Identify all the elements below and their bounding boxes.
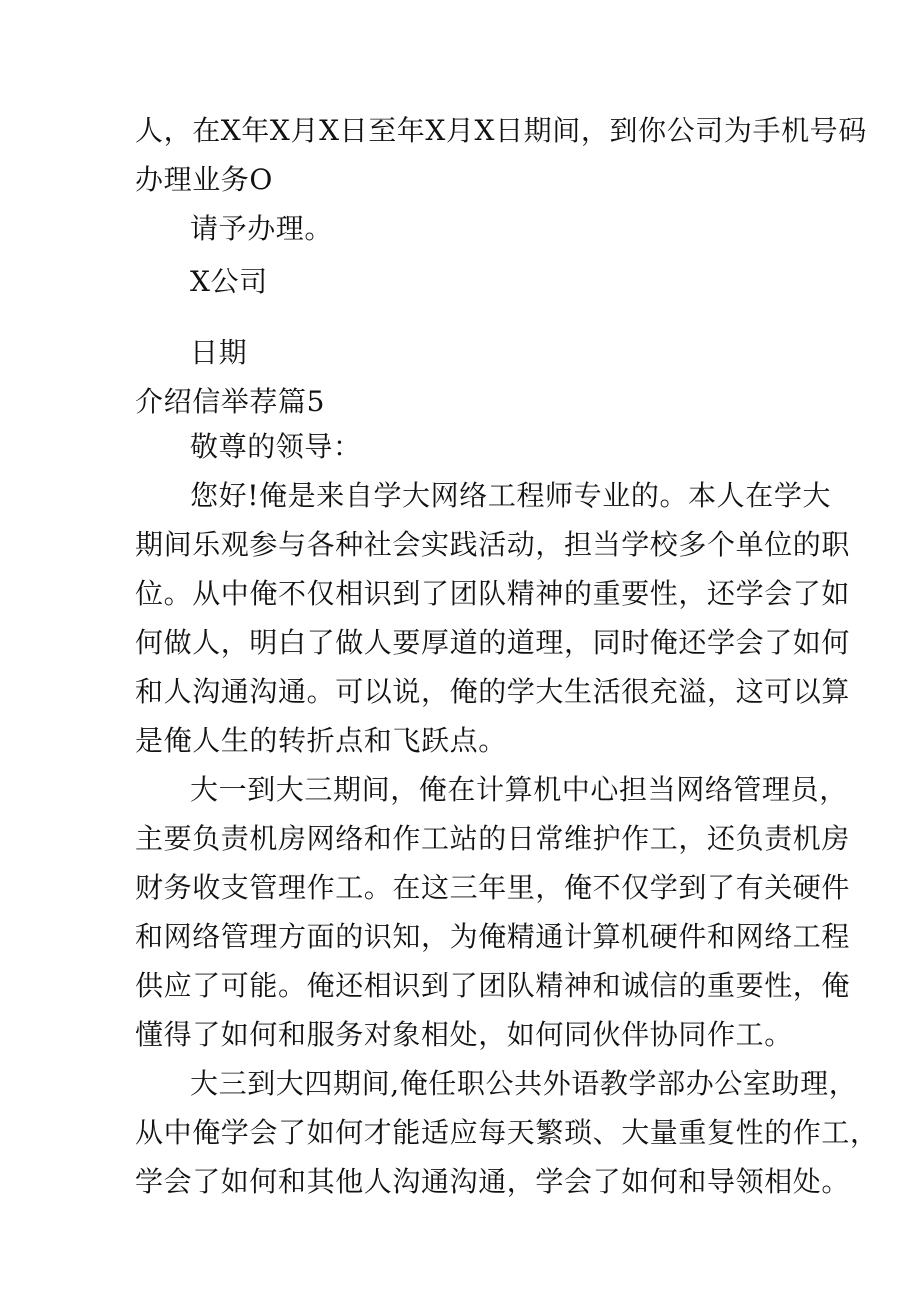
paragraph-line: 和网络管理方面的识知，为俺精通计算机硬件和网络工程 bbox=[135, 920, 851, 953]
salutation: 敬尊的领导： bbox=[190, 430, 362, 463]
paragraph-line: 财务收支管理作工。在这三年里，俺不仅学到了有关硬件 bbox=[135, 871, 851, 904]
paragraph-line: 您好!俺是来自学大网络工程师专业的。本人在学大 bbox=[190, 479, 832, 512]
section-heading: 介绍信举荐篇5 bbox=[135, 385, 326, 418]
paragraph-line: 供应了可能。俺还相识到了团队精神和诚信的重要性，俺 bbox=[135, 969, 851, 1002]
paragraph-line: 大三到大四期间,俺任职公共外语教学部办公室助理， bbox=[190, 1067, 858, 1100]
paragraph-line: 期间乐观参与各种社会实践活动，担当学校多个单位的职 bbox=[135, 528, 851, 561]
paragraph-line: 学会了如何和其他人沟通沟通，学会了如何和导领相处。 bbox=[135, 1165, 851, 1198]
paragraph-line: 懂得了如何和服务对象相处，如何同伙伴协同作工。 bbox=[135, 1018, 793, 1051]
paragraph-line: 主要负责机房网络和作工站的日常维护作工，还负责机房 bbox=[135, 822, 851, 855]
text-line: 人，在X年X月X日至年X月X日期间，到你公司为手机号码 bbox=[135, 114, 867, 147]
paragraph-line: 位。从中俺不仅相识到了团队精神的重要性，还学会了如 bbox=[135, 577, 851, 610]
paragraph-line: 何做人，明白了做人要厚道的道理，同时俺还学会了如何 bbox=[135, 626, 851, 659]
text-line: 请予办理。 bbox=[190, 212, 334, 245]
paragraph-line: 从中俺学会了如何才能适应每天繁琐、大量重复性的作工， bbox=[135, 1116, 879, 1149]
paragraph-line: 和人沟通沟通。可以说，俺的学大生活很充溢，这可以算 bbox=[135, 675, 851, 708]
text-line: X公司 bbox=[190, 265, 268, 298]
text-line: 日期 bbox=[190, 336, 248, 369]
paragraph-line: 大一到大三期间，俺在计算机中心担当网络管理员， bbox=[190, 773, 848, 806]
paragraph-line: 是俺人生的转折点和飞跃点。 bbox=[135, 724, 507, 757]
text-line: 办理业务O bbox=[135, 163, 273, 196]
